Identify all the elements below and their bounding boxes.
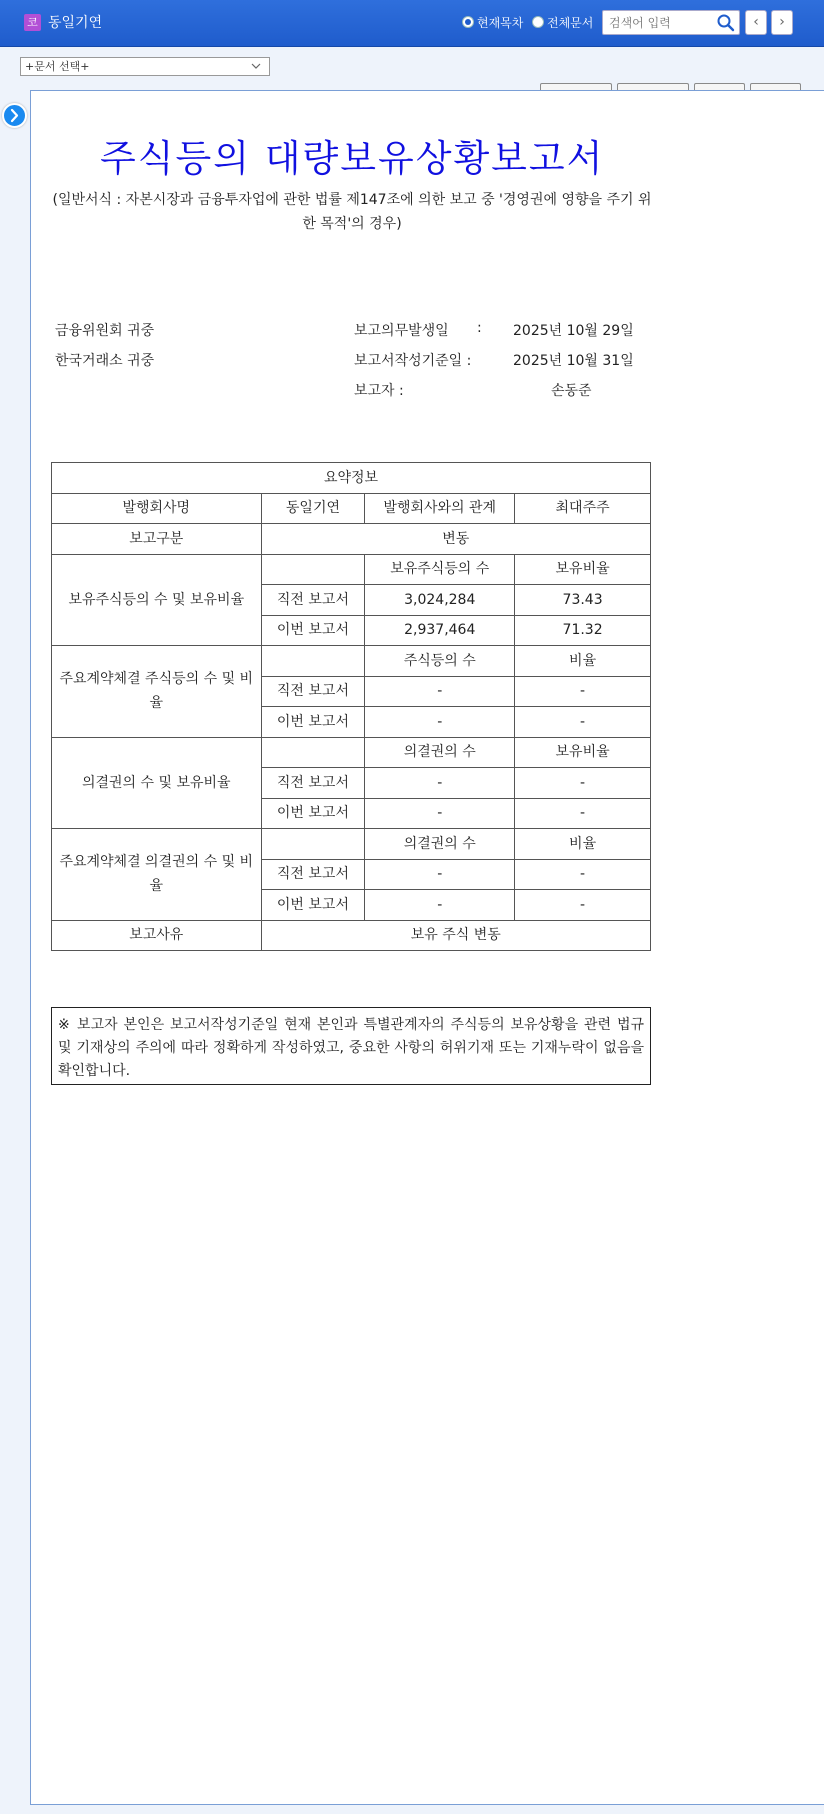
table-row	[52, 829, 651, 860]
section-col-header: 보유비율	[515, 554, 651, 585]
value-cell: -	[515, 676, 651, 707]
relation-label: 발행회사와의 관계	[365, 493, 515, 524]
base-date-label: 보고서작성기준일 :	[354, 353, 472, 369]
search-input[interactable]	[609, 14, 709, 31]
radio-all-docs-label: 전체문서	[547, 15, 594, 30]
section-label: 주요계약체결 주식등의 수 및 비율	[52, 646, 262, 738]
value-cell: -	[515, 768, 651, 799]
section-col-header: 비율	[515, 829, 651, 860]
prev-report-label: 직전 보고서	[261, 768, 365, 799]
value-cell: -	[365, 768, 515, 799]
radio-unchecked-icon[interactable]	[532, 16, 544, 28]
document-select[interactable]	[20, 57, 270, 76]
value-cell: -	[515, 859, 651, 890]
reporter-name: 손동준	[551, 383, 592, 399]
document-select-value: +문서 선택+	[25, 60, 90, 73]
empty-cell	[261, 829, 365, 860]
value-cell: -	[515, 798, 651, 829]
this-report-label: 이번 보고서	[261, 798, 365, 829]
search-box	[602, 10, 740, 35]
section-col-header: 보유주식등의 수	[365, 554, 515, 585]
summary-caption: 요약정보	[52, 463, 651, 494]
value-cell: 2,937,464	[365, 615, 515, 646]
chevron-right-icon: ›	[779, 14, 785, 30]
chevron-right-icon	[4, 105, 25, 126]
table-row	[52, 554, 651, 585]
obligation-date-value: 2025년 10월 29일	[513, 323, 634, 339]
table-row	[52, 463, 651, 494]
empty-cell	[261, 737, 365, 768]
issuer-label: 발행회사명	[52, 493, 262, 524]
next-result-button[interactable]	[771, 10, 793, 35]
summary-table	[51, 462, 651, 951]
reason-value: 보유 주식 변동	[261, 920, 650, 951]
section-col-header: 의결권의 수	[365, 829, 515, 860]
document-subtitle: (일반서식 : 자본시장과 금융투자업에 관한 법률 제147조에 의한 보고 중 '경영권에 영향을 주기 위한 목적'의 경우)	[52, 192, 652, 232]
value-cell: 71.32	[515, 615, 651, 646]
addressee-fsc: 금융위원회 귀중	[55, 323, 155, 339]
value-cell: -	[365, 676, 515, 707]
prev-report-label: 직전 보고서	[261, 676, 365, 707]
obligation-date-label: 보고의무발생일	[354, 323, 449, 339]
section-label: 주요계약체결 의결권의 수 및 비율	[52, 829, 262, 921]
this-report-label: 이번 보고서	[261, 890, 365, 921]
radio-all-docs[interactable]	[532, 13, 593, 31]
radio-current-toc[interactable]	[462, 13, 523, 31]
chevron-left-icon: ‹	[753, 14, 759, 30]
base-date-value: 2025년 10월 31일	[513, 353, 634, 369]
value-cell: -	[365, 798, 515, 829]
prev-result-button[interactable]	[745, 10, 767, 35]
company-name: 동일기연	[48, 15, 103, 31]
report-type-label: 보고구분	[52, 524, 262, 555]
empty-cell	[261, 554, 365, 585]
value-cell: -	[365, 707, 515, 738]
value-cell: -	[365, 859, 515, 890]
prev-report-label: 직전 보고서	[261, 585, 365, 616]
search-icon[interactable]	[716, 13, 736, 33]
report-type-value: 변동	[261, 524, 650, 555]
confirmation-note: ※ 보고자 본인은 보고서작성기준일 현재 본인과 특별관계자의 주식등의 보유상황을 관련 법규 및 기재상의 주의에 따라 정확하게 작성하였고, 중요한 사항의 허위기재 또는 기재누락이 없음을 확인합니다.	[51, 1007, 651, 1085]
table-row	[52, 737, 651, 768]
value-cell: -	[365, 890, 515, 921]
section-col-header: 의결권의 수	[365, 737, 515, 768]
issuer-value: 동일기연	[261, 493, 365, 524]
table-row	[52, 493, 651, 524]
obligation-date-colon: :	[477, 320, 482, 336]
top-header	[0, 0, 824, 47]
chevron-down-icon	[251, 61, 261, 71]
table-row	[52, 524, 651, 555]
section-col-header: 주식등의 수	[365, 646, 515, 677]
company-logo-icon: 코	[24, 14, 41, 31]
table-row	[52, 646, 651, 677]
section-label: 의결권의 수 및 보유비율	[52, 737, 262, 829]
reason-label: 보고사유	[52, 920, 262, 951]
value-cell: -	[515, 890, 651, 921]
this-report-label: 이번 보고서	[261, 615, 365, 646]
empty-cell	[261, 646, 365, 677]
value-cell: 73.43	[515, 585, 651, 616]
reporter-label: 보고자 :	[354, 383, 404, 399]
document-title: 주식등의 대량보유상황보고서	[100, 137, 605, 180]
relation-value: 최대주주	[515, 493, 651, 524]
value-cell: 3,024,284	[365, 585, 515, 616]
radio-checked-icon[interactable]	[462, 16, 474, 28]
value-cell: -	[515, 707, 651, 738]
section-col-header: 보유비율	[515, 737, 651, 768]
prev-report-label: 직전 보고서	[261, 859, 365, 890]
table-row	[52, 920, 651, 951]
radio-current-toc-label: 현재목차	[477, 15, 524, 30]
section-label: 보유주식등의 수 및 보유비율	[52, 554, 262, 646]
section-col-header: 비율	[515, 646, 651, 677]
addressee-krx: 한국거래소 귀중	[55, 353, 155, 369]
toggle-sidebar-button[interactable]	[2, 103, 27, 128]
this-report-label: 이번 보고서	[261, 707, 365, 738]
